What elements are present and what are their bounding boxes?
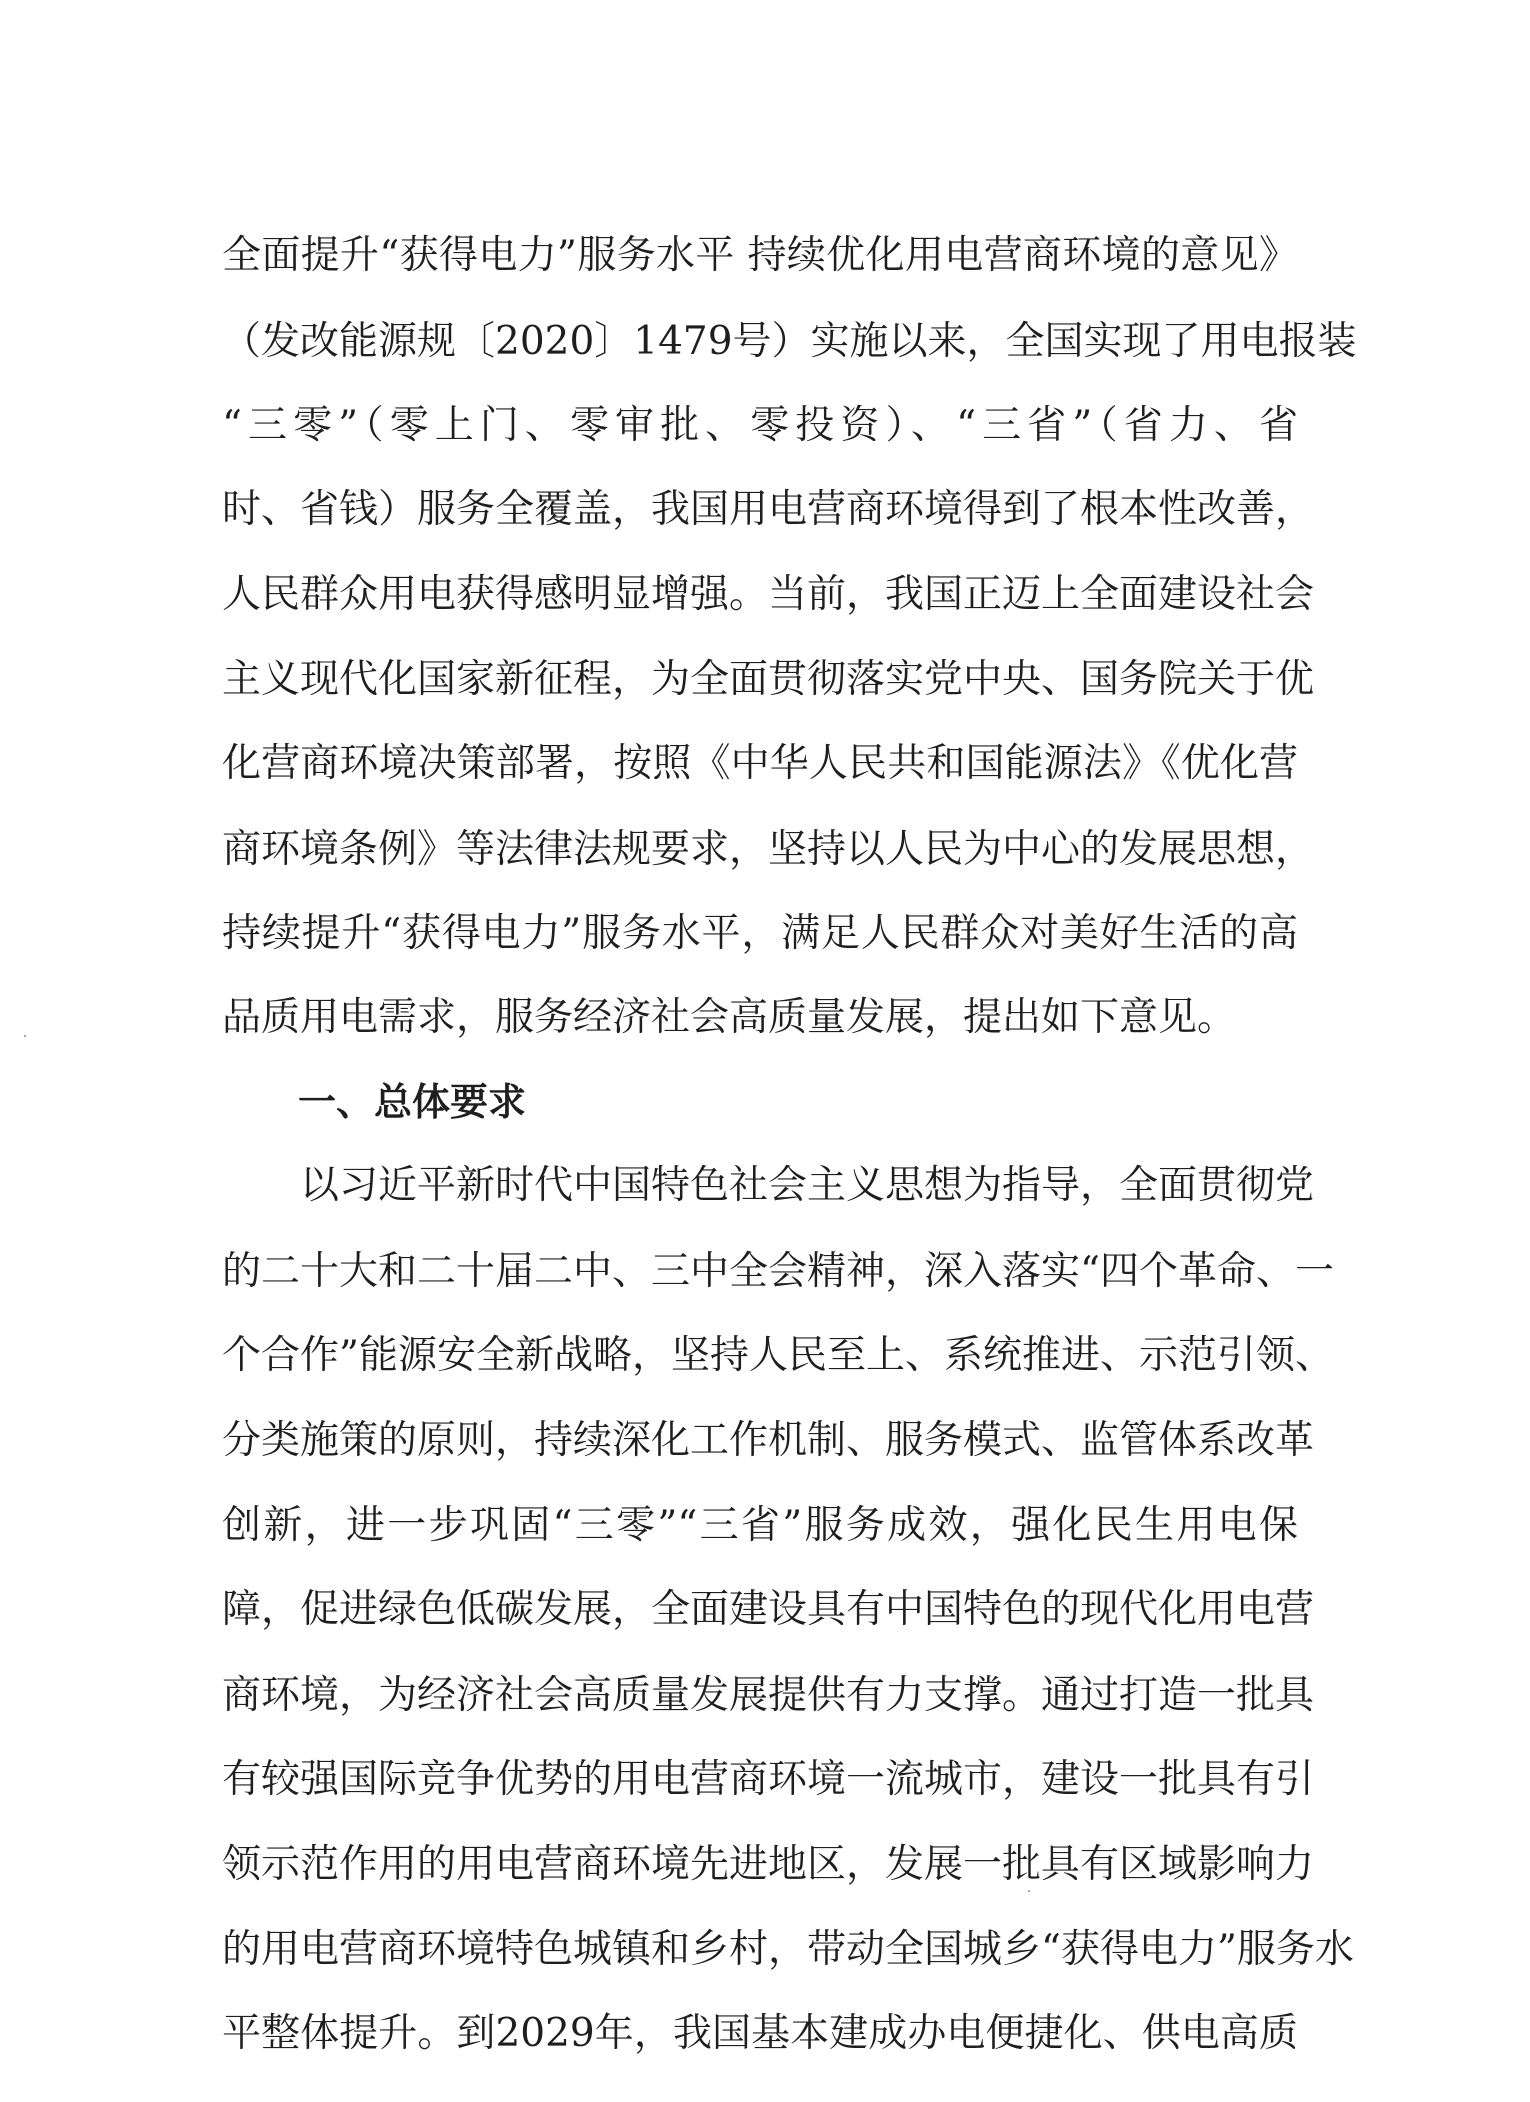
text-line: 平整体提升。到2029年，我国基本建成办电便捷化、供电高质 bbox=[222, 2011, 1298, 2056]
text-line: “三零”（零上门、零审批、零投资）、“三省”（省力、省 bbox=[222, 403, 1298, 448]
text-line: 商环境，为经济社会高质量发展提供有力支撑。通过打造一批具 bbox=[222, 1673, 1315, 1718]
text-line: 全面提升“获得电力”服务水平 持续优化用电营商环境的意见》 bbox=[222, 233, 1298, 278]
text-line: 创新，进一步巩固“三零”“三省”服务成效，强化民生用电保 bbox=[222, 1503, 1298, 1548]
text-line: 以习近平新时代中国特色社会主义思想为指导，全面贯彻党 bbox=[300, 1163, 1315, 1208]
section-heading: 一、总体要求 bbox=[298, 1080, 527, 1124]
text-line: 商环境条例》等法律法规要求，坚持以人民为中心的发展思想， bbox=[222, 827, 1315, 872]
text-line: 有较强国际竞争优势的用电营商环境一流城市，建设一批具有引 bbox=[222, 1757, 1315, 1802]
text-line: （发改能源规〔2020〕1479号）实施以来，全国实现了用电报装 bbox=[222, 319, 1357, 364]
scan-speck bbox=[1028, 1890, 1030, 1892]
text-line: 的用电营商环境特色城镇和乡村，带动全国城乡“获得电力”服务水 bbox=[222, 1927, 1354, 1972]
text-line: 化营商环境决策部署，按照《中华人民共和国能源法》《优化营 bbox=[222, 741, 1298, 786]
text-line: 品质用电需求，服务经济社会高质量发展，提出如下意见。 bbox=[222, 995, 1237, 1040]
text-line: 主义现代化国家新征程，为全面贯彻落实党中央、国务院关于优 bbox=[222, 657, 1315, 702]
text-line: 的二十大和二十届二中、三中全会精神，深入落实“四个革命、一 bbox=[222, 1249, 1334, 1294]
text-line: 障，促进绿色低碳发展，全面建设具有中国特色的现代化用电营 bbox=[222, 1587, 1315, 1632]
text-line: 持续提升“获得电力”服务水平，满足人民群众对美好生活的高 bbox=[222, 911, 1298, 956]
text-line: 分类施策的原则，持续深化工作机制、服务模式、监管体系改革 bbox=[222, 1418, 1315, 1463]
scan-speck bbox=[24, 1035, 26, 1037]
text-line: 领示范作用的用电营商环境先进地区，发展一批具有区域影响力 bbox=[222, 1842, 1315, 1887]
text-line: 人民群众用电获得感明显增强。当前，我国正迈上全面建设社会 bbox=[222, 572, 1315, 617]
text-line: 个合作”能源安全新战略，坚持人民至上、系统推进、示范引领、 bbox=[222, 1333, 1334, 1378]
text-line: 时、省钱）服务全覆盖，我国用电营商环境得到了根本性改善， bbox=[222, 487, 1315, 532]
